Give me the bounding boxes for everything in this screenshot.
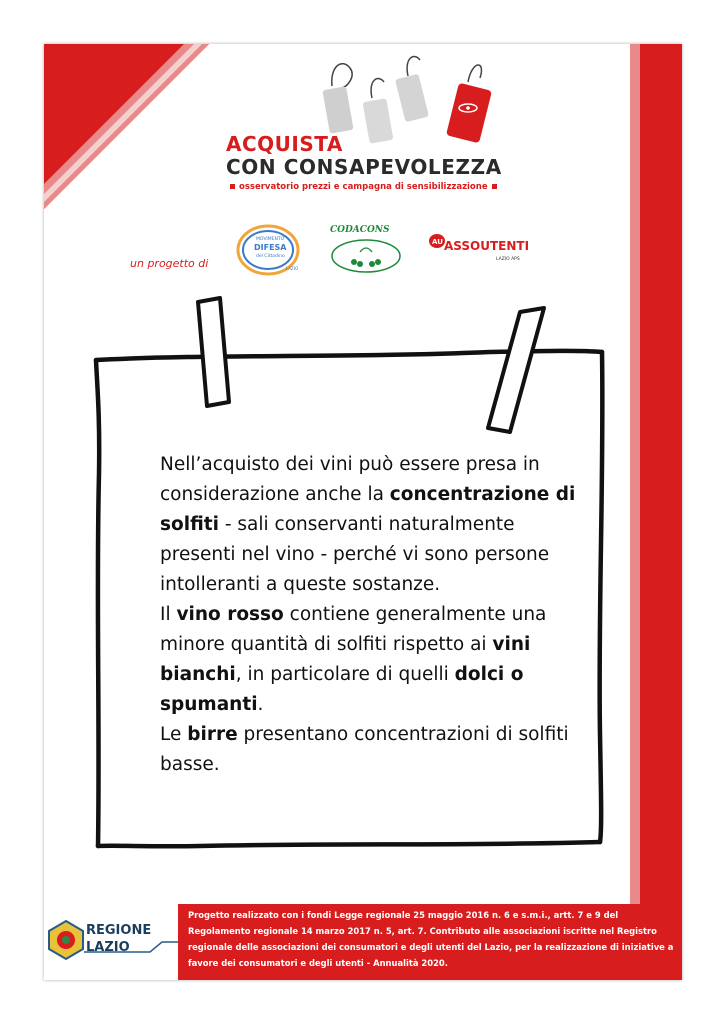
campaign-title-line2: CON CONSAPEVOLEZZA: [226, 155, 502, 179]
corner-triangle-decoration: [44, 44, 214, 214]
note-text: [160, 450, 580, 780]
codacons-logo: [326, 222, 406, 278]
assoutenti-logo: [428, 230, 534, 266]
regione-lazio-label: REGIONE LAZIO: [86, 923, 152, 955]
campaign-tagline: osservatorio prezzi e campagna di sensibilizzazione: [226, 182, 501, 192]
price-tags-icon: [312, 46, 502, 146]
svg-text:DIFESA: DIFESA: [254, 243, 287, 252]
svg-text:ASSOUTENTI: ASSOUTENTI: [444, 239, 530, 253]
svg-text:CODACONS: CODACONS: [330, 225, 390, 235]
project-by-label: un progetto di: [130, 257, 209, 270]
left-tape: [198, 298, 229, 406]
regione-lazio-emblem: [46, 919, 86, 961]
svg-text:AU: AU: [432, 238, 443, 246]
svg-text:del Cittadino: del Cittadino: [256, 254, 285, 259]
svg-text:LAZIO APS: LAZIO APS: [496, 257, 520, 262]
right-tape: [488, 308, 544, 432]
mdc-logo: [234, 222, 306, 278]
right-stripe-light: [630, 44, 640, 904]
svg-text:MOVIMENTO: MOVIMENTO: [256, 237, 285, 242]
campaign-title-line1: ACQUISTA: [226, 132, 343, 156]
paragraph-solfiti: Nell’acquisto dei vini può essere presa in considerazione anche la concentrazione di solfiti - sali conservanti naturalmente presenti nel vino - perché vi sono persone intolleranti a queste sostanze.: [160, 454, 576, 595]
funding-notice: Progetto realizzato con i fondi Legge regionale 25 maggio 2016 n. 6 e s.m.i., artt. 7 e 9 del Regolamento regionale 14 marzo 2017 n. 5, art. 7. Contributo alle associazioni iscritte nel Registro regionale delle associazioni dei consumatori e degli utenti del Lazio, per la realizzazione di iniziative a favore dei consumatori e degli utenti - Annualità 2020.: [178, 904, 682, 980]
paragraph-vino-rosso: Il vino rosso contiene generalmente una minore quantità di solfiti rispetto ai vini bianchi, in particolare di quelli dolci o spumanti.: [160, 604, 547, 715]
svg-text:LAZIO: LAZIO: [286, 266, 299, 271]
right-stripe: [640, 44, 682, 904]
poster-sheet: [44, 44, 682, 980]
regione-underline: [84, 940, 178, 964]
paragraph-birre: Le birre presentano concentrazioni di solfiti basse.: [160, 724, 569, 775]
